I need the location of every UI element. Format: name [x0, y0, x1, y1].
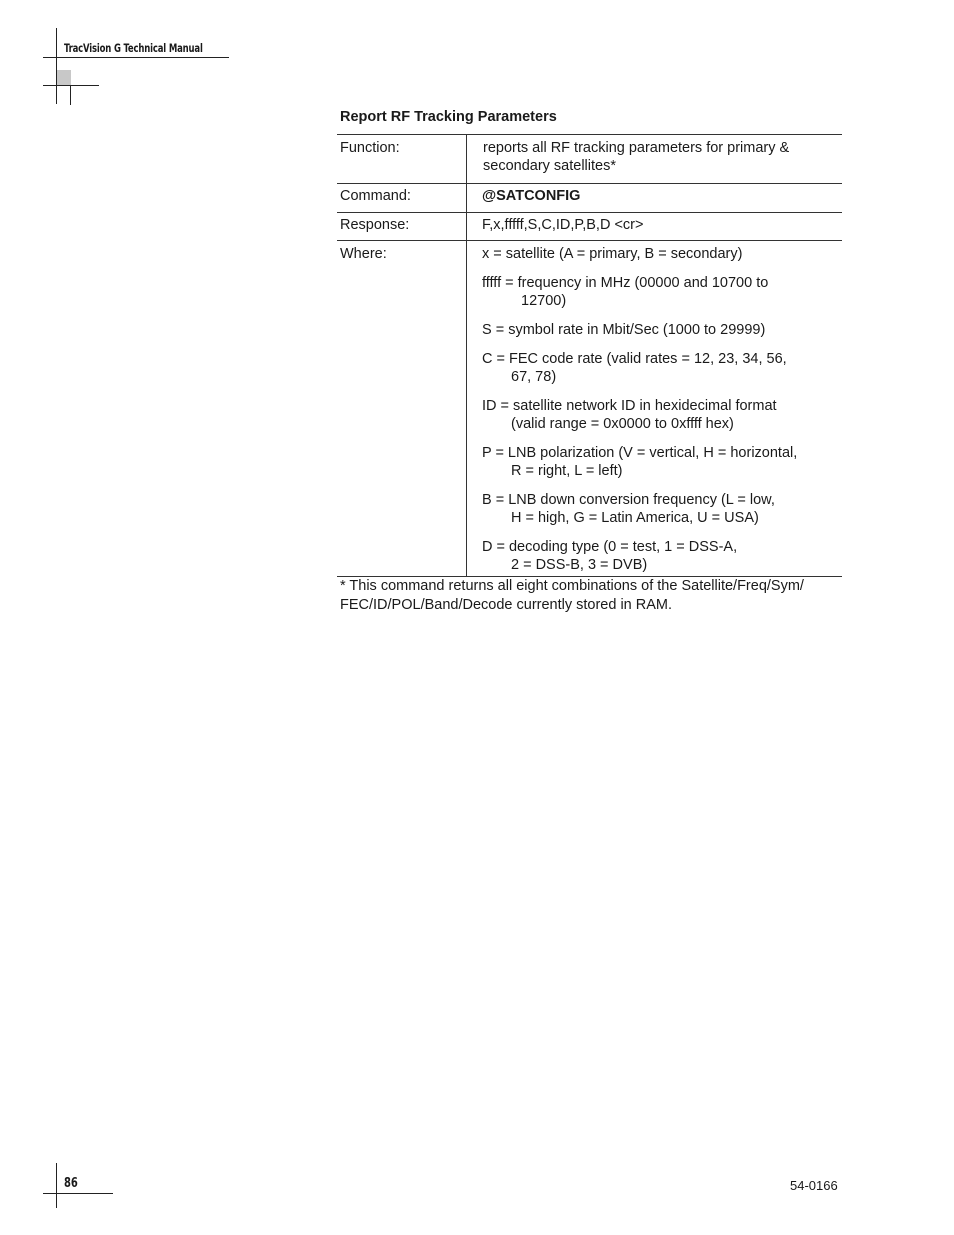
function-label: Function:	[337, 135, 467, 184]
section-title: Report RF Tracking Parameters	[340, 109, 557, 125]
where-item-fec: C = FEC code rate (valid rates = 12, 23, 34, 56, 67, 78)	[482, 351, 787, 385]
function-line-2: secondary satellites*	[483, 158, 616, 174]
parameters-table	[337, 134, 842, 577]
table-row-function	[337, 135, 842, 184]
function-line-1: reports all RF tracking parameters for primary &	[483, 140, 790, 156]
where-item-network-id: ID = satellite network ID in hexidecimal format (valid range = 0x0000 to 0xffff hex)	[482, 398, 777, 432]
command-label: Command:	[337, 184, 467, 213]
where-item-polarization: P = LNB polarization (V = vertical, H = horizontal, R = right, L = left)	[482, 445, 798, 479]
where-label: Where:	[337, 241, 467, 577]
footnote-line-1: * This command returns all eight combinations of the Satellite/Freq/Sym/	[340, 578, 804, 594]
page-number: 86	[64, 1176, 78, 1191]
where-item-down-conversion: B = LNB down conversion frequency (L = low, H = high, G = Latin America, U = USA)	[482, 492, 775, 526]
function-value	[467, 135, 843, 184]
footnote-line-2: FEC/ID/POL/Band/Decode currently stored in RAM.	[340, 597, 673, 613]
document-number: 54-0166	[790, 1178, 838, 1193]
where-list	[467, 241, 843, 577]
table-row-command	[337, 184, 842, 213]
where-item-decoding: D = decoding type (0 = test, 1 = DSS-A, 2 = DSS-B, 3 = DVB)	[482, 539, 738, 573]
response-label: Response:	[337, 213, 467, 241]
where-item-symbol-rate: S = symbol rate in Mbit/Sec (1000 to 29999)	[482, 322, 766, 338]
where-item-x: x = satellite (A = primary, B = secondary)	[482, 246, 743, 262]
running-head: TracVision G Technical Manual	[64, 41, 203, 55]
table-row-response	[337, 213, 842, 241]
crop-mark-bottom-horizontal	[43, 1193, 113, 1194]
registration-square	[57, 70, 71, 85]
where-item-frequency: fffff = frequency in MHz (00000 and 10700 to 12700)	[482, 275, 769, 309]
command-value: @SATCONFIG	[482, 188, 581, 204]
response-value: F,x,fffff,S,C,ID,P,B,D <cr>	[482, 217, 644, 233]
crop-mark-bottom-vertical	[56, 1163, 57, 1208]
crop-mark-top-vertical	[56, 28, 57, 104]
crop-mark-mid-horizontal	[43, 85, 99, 86]
footnote	[340, 577, 850, 615]
crop-mark-top-horizontal	[43, 57, 229, 58]
table-row-where	[337, 241, 842, 577]
